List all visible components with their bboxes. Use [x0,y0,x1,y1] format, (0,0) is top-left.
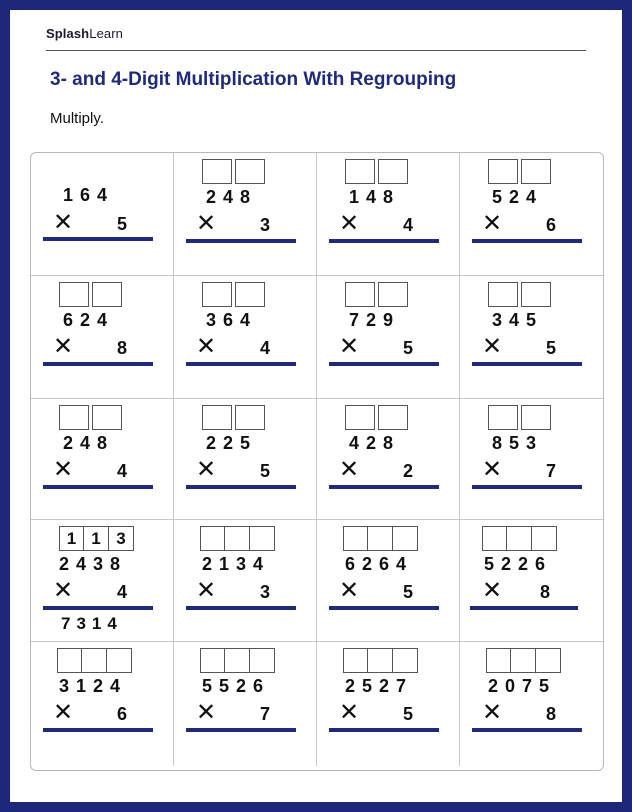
multiplier: 7 [546,461,557,481]
answer-line [43,362,153,366]
answer-line [186,239,296,243]
carry-box[interactable] [393,526,418,551]
multiplicand: 248 [206,187,258,207]
multiplicand: 148 [349,187,401,207]
multiplier: 4 [117,461,128,481]
multiplicand: 624 [63,310,115,330]
multiplier: 5 [260,461,271,481]
answer-line [329,606,439,610]
problem-cell [174,399,317,520]
problem-cell [460,276,603,399]
problem-cell [31,399,174,520]
answer-line [186,728,296,732]
problem-cell [317,276,460,399]
multiplier: 4 [117,582,128,602]
carry-box[interactable] [486,648,511,673]
carry-box[interactable] [200,526,225,551]
carry-boxes [345,159,411,184]
carry-boxes [59,526,134,551]
carry-box[interactable] [368,648,393,673]
multiplier: 6 [546,215,557,235]
carry-box[interactable] [521,282,551,307]
carry-box[interactable] [250,648,275,673]
carry-boxes [57,648,132,673]
carry-box[interactable] [92,282,122,307]
carry-box[interactable] [202,405,232,430]
problem-cell [317,520,460,642]
brand-logo: SplashLearn [46,26,123,41]
carry-boxes [200,526,275,551]
answer-line [43,728,153,732]
times-symbol: ✕ [482,577,503,604]
times-symbol: ✕ [53,456,74,483]
problem-cell [460,520,603,642]
carry-boxes [345,282,411,307]
answer-line [186,606,296,610]
times-symbol: ✕ [53,333,74,360]
answer-line [43,606,153,610]
carry-boxes [482,526,557,551]
multiplicand: 225 [206,433,258,453]
carry-box[interactable] [345,282,375,307]
carry-boxes [488,405,554,430]
problem-cell [31,153,174,276]
answer-line [472,362,582,366]
carry-box[interactable] [57,648,82,673]
answer-line [186,362,296,366]
answer-value[interactable]: 7314 [61,614,123,633]
carry-box[interactable] [521,405,551,430]
times-symbol: ✕ [339,699,360,726]
times-symbol: ✕ [53,209,74,236]
multiplier: 5 [403,704,414,724]
multiplier: 5 [117,214,128,234]
multiplier: 4 [260,338,271,358]
carry-boxes [59,282,125,307]
multiplicand: 524 [492,187,544,207]
carry-box[interactable] [225,526,250,551]
carry-box[interactable] [532,526,557,551]
problem-cell [317,153,460,276]
times-symbol: ✕ [339,577,360,604]
answer-line [329,485,439,489]
times-symbol: ✕ [53,699,74,726]
multiplier: 5 [546,338,557,358]
multiplicand: 248 [63,433,115,453]
carry-box[interactable] [393,648,418,673]
multiplier: 5 [403,582,414,602]
multiplicand: 6264 [345,554,414,574]
header-divider [46,50,586,51]
carry-boxes [343,648,418,673]
worksheet-title: 3- and 4-Digit Multiplication With Regrouping [50,69,457,90]
times-symbol: ✕ [482,699,503,726]
carry-boxes [345,405,411,430]
answer-line [329,239,439,243]
problem-cell [317,399,460,520]
carry-box[interactable] [202,282,232,307]
carry-box[interactable]: 1 [59,526,84,551]
carry-box[interactable] [536,648,561,673]
carry-box[interactable] [511,648,536,673]
carry-box[interactable] [488,405,518,430]
carry-box[interactable]: 1 [84,526,109,551]
problem-cell [460,642,603,766]
carry-box[interactable] [368,526,393,551]
multiplier: 6 [117,704,128,724]
times-symbol: ✕ [339,456,360,483]
answer-line [329,362,439,366]
carry-box[interactable] [202,159,232,184]
answer-line [472,239,582,243]
carry-boxes [200,648,275,673]
answer-line [329,728,439,732]
carry-box[interactable] [378,282,408,307]
multiplier: 2 [403,461,414,481]
carry-box[interactable] [507,526,532,551]
carry-box[interactable] [225,648,250,673]
carry-box[interactable] [92,405,122,430]
multiplier: 5 [403,338,414,358]
times-symbol: ✕ [339,210,360,237]
carry-box[interactable] [82,648,107,673]
times-symbol: ✕ [482,333,503,360]
multiplicand: 853 [492,433,544,453]
multiplicand: 5226 [484,554,553,574]
multiplicand: 2438 [59,554,128,574]
carry-boxes [202,405,268,430]
problem-cell [174,276,317,399]
problem-cell [460,399,603,520]
times-symbol: ✕ [196,210,217,237]
carry-box[interactable] [235,405,265,430]
carry-box[interactable] [482,526,507,551]
problem-cell [31,520,174,642]
multiplier: 7 [260,704,271,724]
times-symbol: ✕ [53,577,74,604]
carry-box[interactable] [345,405,375,430]
carry-box[interactable] [235,159,265,184]
times-symbol: ✕ [339,333,360,360]
multiplier: 4 [403,215,414,235]
carry-box[interactable] [250,526,275,551]
multiplicand: 2527 [345,676,414,696]
carry-boxes [202,282,268,307]
multiplicand: 5526 [202,676,271,696]
carry-box[interactable] [345,159,375,184]
times-symbol: ✕ [482,456,503,483]
carry-box[interactable] [235,282,265,307]
carry-box[interactable] [107,648,132,673]
carry-box[interactable]: 3 [109,526,134,551]
carry-box[interactable] [488,282,518,307]
carry-box[interactable] [378,159,408,184]
instruction-text: Multiply. [50,110,104,127]
carry-boxes [488,159,554,184]
multiplicand: 428 [349,433,401,453]
multiplier: 8 [540,582,551,602]
multiplier: 8 [117,338,128,358]
carry-boxes [202,159,268,184]
problem-cell [460,153,603,276]
worksheet [10,10,622,802]
times-symbol: ✕ [196,456,217,483]
problem-grid [30,152,604,771]
multiplier: 3 [260,582,271,602]
carry-boxes [488,282,554,307]
carry-boxes [486,648,561,673]
multiplicand: 364 [206,310,258,330]
carry-box[interactable] [343,648,368,673]
problem-cell [31,276,174,399]
carry-box[interactable] [521,159,551,184]
carry-boxes [343,526,418,551]
multiplicand: 164 [63,185,115,205]
multiplicand: 3124 [59,676,128,696]
times-symbol: ✕ [196,699,217,726]
multiplier: 3 [260,215,271,235]
carry-boxes [59,405,125,430]
problem-cell [174,520,317,642]
times-symbol: ✕ [196,577,217,604]
multiplicand: 729 [349,310,401,330]
carry-box[interactable] [343,526,368,551]
multiplicand: 345 [492,310,544,330]
carry-box[interactable] [59,405,89,430]
multiplier: 8 [546,704,557,724]
times-symbol: ✕ [196,333,217,360]
problem-cell [31,642,174,766]
times-symbol: ✕ [482,210,503,237]
answer-line [43,485,153,489]
carry-box[interactable] [200,648,225,673]
multiplicand: 2134 [202,554,271,574]
multiplicand: 2075 [488,676,557,696]
answer-line [186,485,296,489]
answer-line [43,237,153,241]
answer-line [470,606,578,610]
answer-line [472,728,582,732]
carry-box[interactable] [378,405,408,430]
problem-cell [174,642,317,766]
problem-cell [174,153,317,276]
problem-cell [317,642,460,766]
answer-line [472,485,582,489]
carry-box[interactable] [488,159,518,184]
carry-box[interactable] [59,282,89,307]
